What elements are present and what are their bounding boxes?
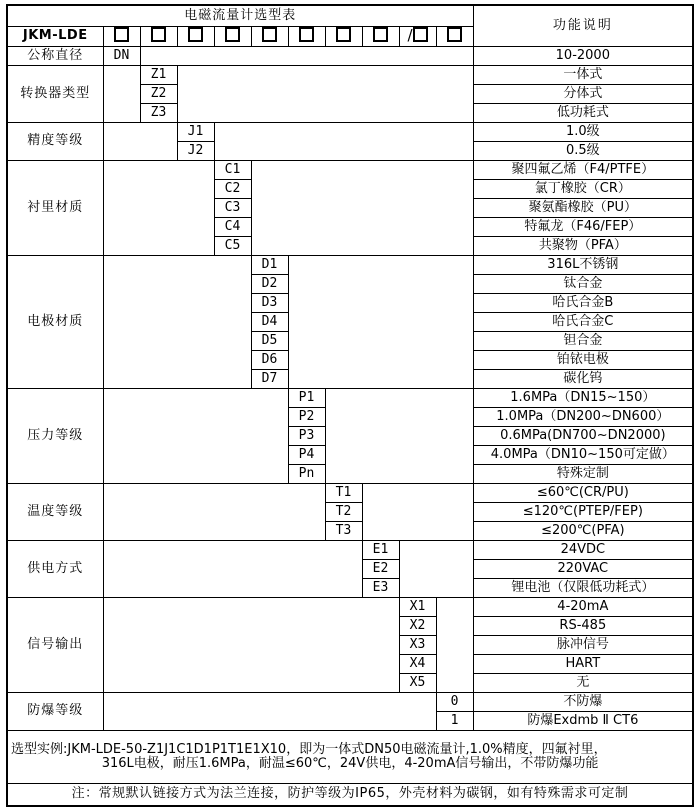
desc-cell: 铂铱电极 bbox=[473, 350, 693, 369]
spacer-cell bbox=[288, 255, 473, 388]
code-cell: X1 bbox=[399, 597, 436, 616]
section-label-lining-material: 衬里材质 bbox=[7, 160, 103, 255]
desc-cell: RS-485 bbox=[473, 616, 693, 635]
code-cell: Z1 bbox=[140, 65, 177, 84]
spacer-cell bbox=[103, 122, 177, 160]
section-label-nominal-diameter: 公称直径 bbox=[7, 46, 103, 65]
section-label-temperature-grade: 温度等级 bbox=[7, 483, 103, 540]
desc-cell: 24VDC bbox=[473, 540, 693, 559]
code-cell: D5 bbox=[251, 331, 288, 350]
checkbox-icon[interactable] bbox=[336, 27, 351, 42]
desc-cell: ≤200℃(PFA) bbox=[473, 521, 693, 540]
flowmeter-selection-table bbox=[6, 4, 694, 807]
desc-cell: 低功耗式 bbox=[473, 103, 693, 122]
checkbox-icon[interactable] bbox=[373, 27, 388, 42]
checkbox-icon[interactable] bbox=[188, 27, 203, 42]
code-cell: P2 bbox=[288, 407, 325, 426]
code-cell: C4 bbox=[214, 217, 251, 236]
code-cell: X4 bbox=[399, 654, 436, 673]
code-cell: D4 bbox=[251, 312, 288, 331]
code-cell: D6 bbox=[251, 350, 288, 369]
code-cell: X2 bbox=[399, 616, 436, 635]
desc-cell: 特殊定制 bbox=[473, 464, 693, 483]
checkbox-icon[interactable] bbox=[151, 27, 166, 42]
selection-example bbox=[7, 730, 693, 783]
checkbox-icon[interactable] bbox=[413, 27, 428, 42]
model-prefix: JKM-LDE bbox=[7, 26, 103, 46]
spacer-cell bbox=[214, 122, 473, 160]
selection-example-line2: 316L电极，耐压1.6MPa，耐温≤60℃，24V供电，4-20mA信号输出，不带防爆功能 bbox=[101, 755, 599, 771]
code-cell: Z3 bbox=[140, 103, 177, 122]
checkbox-icon[interactable] bbox=[299, 27, 314, 42]
spacer-cell bbox=[251, 160, 473, 255]
checkbox-icon[interactable] bbox=[225, 27, 240, 42]
code-cell: Z2 bbox=[140, 84, 177, 103]
code-cell: C5 bbox=[214, 236, 251, 255]
desc-cell: 0.6MPa(DN700~DN2000) bbox=[473, 426, 693, 445]
desc-cell: 共聚物（PFA） bbox=[473, 236, 693, 255]
code-cell: 0 bbox=[436, 692, 473, 711]
model-code-cell-2 bbox=[140, 26, 177, 46]
code-cell: D1 bbox=[251, 255, 288, 274]
desc-cell: 10-2000 bbox=[473, 46, 693, 65]
spacer-cell bbox=[177, 65, 473, 122]
code-cell: C2 bbox=[214, 179, 251, 198]
desc-cell: 钛合金 bbox=[473, 274, 693, 293]
desc-cell: 220VAC bbox=[473, 559, 693, 578]
desc-cell: 特氟龙（F46/FEP） bbox=[473, 217, 693, 236]
desc-cell: 1.0MPa（DN200~DN600） bbox=[473, 407, 693, 426]
desc-cell: 碳化钨 bbox=[473, 369, 693, 388]
section-label-signal-output: 信号输出 bbox=[7, 597, 103, 692]
desc-cell: 1.0级 bbox=[473, 122, 693, 141]
spacer-cell bbox=[325, 388, 473, 483]
selection-example-line1: 选型实例:JKM-LDE-50-Z1J1C1D1P1T1E1X10，即为一体式DN50电磁流量计,1.0%精度，四氟衬里， bbox=[11, 741, 607, 757]
code-cell: P3 bbox=[288, 426, 325, 445]
desc-cell: 一体式 bbox=[473, 65, 693, 84]
spacer-cell bbox=[103, 540, 362, 597]
model-code-cell-4 bbox=[214, 26, 251, 46]
model-code-cell-7 bbox=[325, 26, 362, 46]
desc-cell: 4.0MPa（DN10~150可定做） bbox=[473, 445, 693, 464]
code-cell: P4 bbox=[288, 445, 325, 464]
desc-cell: 钽合金 bbox=[473, 331, 693, 350]
section-label-electrode-material: 电极材质 bbox=[7, 255, 103, 388]
slash-mark: / bbox=[407, 26, 413, 45]
section-label-explosion-proof-grade: 防爆等级 bbox=[7, 692, 103, 730]
code-cell: E2 bbox=[362, 559, 399, 578]
checkbox-icon[interactable] bbox=[262, 27, 277, 42]
desc-cell: ≤60℃(CR/PU) bbox=[473, 483, 693, 502]
table-title: 电磁流量计选型表 bbox=[7, 5, 473, 26]
desc-cell: 脉冲信号 bbox=[473, 635, 693, 654]
spacer-cell bbox=[103, 692, 436, 730]
code-cell: E1 bbox=[362, 540, 399, 559]
code-cell: X5 bbox=[399, 673, 436, 692]
spacer-cell bbox=[103, 388, 288, 483]
desc-cell: 不防爆 bbox=[473, 692, 693, 711]
desc-cell: 无 bbox=[473, 673, 693, 692]
code-cell: T3 bbox=[325, 521, 362, 540]
code-cell: E3 bbox=[362, 578, 399, 597]
code-cell: T1 bbox=[325, 483, 362, 502]
desc-cell: 4-20mA bbox=[473, 597, 693, 616]
code-cell: D7 bbox=[251, 369, 288, 388]
function-header: 功能说明 bbox=[473, 5, 693, 46]
code-cell: 1 bbox=[436, 711, 473, 730]
model-code-cell-9 bbox=[399, 26, 436, 46]
spacer-cell bbox=[103, 597, 399, 692]
spacer-cell bbox=[103, 65, 140, 122]
desc-cell: ≤120℃(PTEP/FEP) bbox=[473, 502, 693, 521]
model-code-cell-8 bbox=[362, 26, 399, 46]
section-label-accuracy-grade: 精度等级 bbox=[7, 122, 103, 160]
desc-cell: 316L不锈钢 bbox=[473, 255, 693, 274]
checkbox-icon[interactable] bbox=[447, 27, 462, 42]
spacer-cell bbox=[103, 255, 251, 388]
desc-cell: HART bbox=[473, 654, 693, 673]
desc-cell: 0.5级 bbox=[473, 141, 693, 160]
spacer-cell bbox=[103, 483, 325, 540]
desc-cell: 聚四氟乙烯（F4/PTFE） bbox=[473, 160, 693, 179]
spacer-cell bbox=[362, 483, 473, 540]
note: 注：常规默认链接方式为法兰连接，防护等级为IP65，外壳材料为碳钢，如有特殊需求可定制 bbox=[7, 783, 693, 806]
code-cell: J2 bbox=[177, 141, 214, 160]
code-cell: J1 bbox=[177, 122, 214, 141]
spacer-cell bbox=[140, 46, 473, 65]
desc-cell: 防爆Exdmb Ⅱ CT6 bbox=[473, 711, 693, 730]
spacer-cell bbox=[103, 160, 214, 255]
model-code-cell-1 bbox=[103, 26, 140, 46]
code-cell: D2 bbox=[251, 274, 288, 293]
code-cell: C1 bbox=[214, 160, 251, 179]
code-cell: C3 bbox=[214, 198, 251, 217]
desc-cell: 哈氏合金B bbox=[473, 293, 693, 312]
model-code-cell-6 bbox=[288, 26, 325, 46]
model-code-cell-10 bbox=[436, 26, 473, 46]
code-cell: DN bbox=[103, 46, 140, 65]
desc-cell: 哈氏合金C bbox=[473, 312, 693, 331]
spacer-cell bbox=[436, 597, 473, 692]
desc-cell: 氯丁橡胶（CR） bbox=[473, 179, 693, 198]
code-cell: P1 bbox=[288, 388, 325, 407]
model-code-cell-5 bbox=[251, 26, 288, 46]
code-cell: D3 bbox=[251, 293, 288, 312]
desc-cell: 聚氨酯橡胶（PU） bbox=[473, 198, 693, 217]
code-cell: T2 bbox=[325, 502, 362, 521]
code-cell: Pn bbox=[288, 464, 325, 483]
desc-cell: 1.6MPa（DN15~150） bbox=[473, 388, 693, 407]
desc-cell: 分体式 bbox=[473, 84, 693, 103]
section-label-power-supply: 供电方式 bbox=[7, 540, 103, 597]
code-cell: X3 bbox=[399, 635, 436, 654]
desc-cell: 锂电池（仅限低功耗式） bbox=[473, 578, 693, 597]
spacer-cell bbox=[399, 540, 473, 597]
section-label-pressure-grade: 压力等级 bbox=[7, 388, 103, 483]
section-label-converter-type: 转换器类型 bbox=[7, 65, 103, 122]
model-code-cell-3 bbox=[177, 26, 214, 46]
checkbox-icon[interactable] bbox=[114, 27, 129, 42]
